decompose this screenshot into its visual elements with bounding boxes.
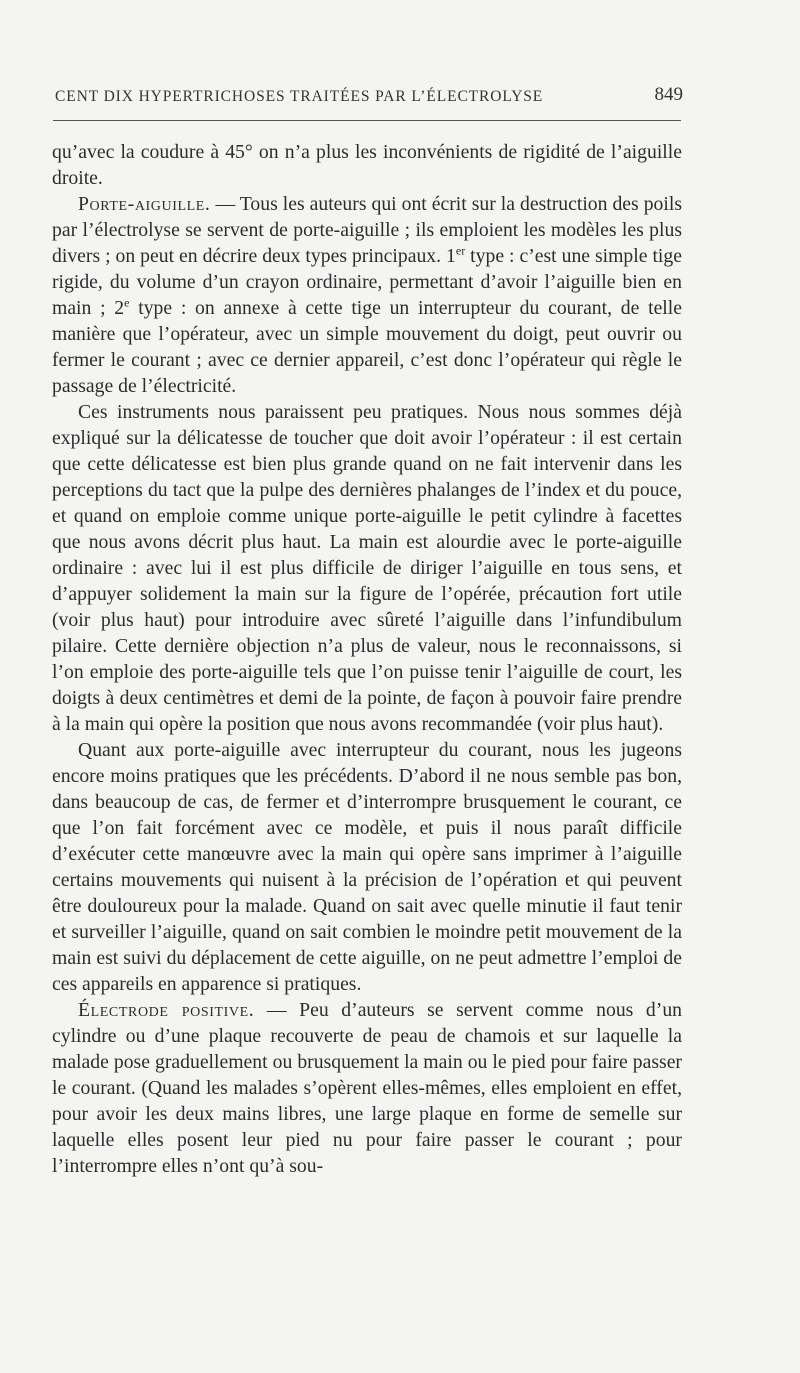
paragraph-5-text: — Peu d’auteurs se servent comme nous d’un cylindre ou d’une plaque recouverte de peau de chamois et sur laquelle la malade pose graduellement ou brusquement la main ou le pied pour faire passer le courant. (Quand les malades s’opèrent elles-mêmes, elles emploient en effet, pour avoir les deux mains libres, une large plaque en forme de semelle sur laquelle elles posent leur pied nu pour faire passer le courant ; pour l’interrompre elles n’ont qu’à sou- bbox=[52, 999, 683, 1177]
header-rule bbox=[53, 120, 681, 121]
body-text bbox=[52, 139, 682, 1179]
paragraph-4: Quant aux porte-aiguille avec interrupteur du courant, nous les jugeons encore moins pratiques que les précédents. D’abord il ne nous semble pas bon, dans beaucoup de cas, de fermer et d’interrompre brusquement le courant, ce que l’on fait forcément avec ce modèle, et puis il nous paraît difficile d’exécuter cette manœuvre avec la main qui opère sans imprimer à l’aiguille certains mouvements qui nuisent à la précision de l’opération et qui peuvent être douloureux pour la malade. Quand on sait avec quelle minutie il faut tenir et surveiller l’aiguille, quand on sait combien le moindre petit mouvement de la main est suivi du déplacement de cette aiguille, on ne peut admettre l’emploi de ces appareils en apparence si pratiques. bbox=[52, 739, 682, 995]
running-head bbox=[55, 84, 683, 114]
page-number: 849 bbox=[654, 84, 683, 105]
ordinal-sup-2: e bbox=[124, 295, 130, 310]
paragraph-1: qu’avec la coudure à 45° on n’a plus les inconvénients de rigidité de l’aiguille droite. bbox=[52, 141, 682, 189]
paragraph-3: Ces instruments nous paraissent peu pratiques. Nous nous sommes déjà expliqué sur la délicatesse de toucher que doit avoir l’opérateur : il est certain que cette délicatesse est bien plus grande quand on ne fait intervenir dans les perceptions du tact que la pulpe des dernières phalanges de l’index et du pouce, et quand on emploie comme unique porte-aiguille le petit cylindre à facettes que nous avons décrit plus haut. La main est alourdie avec le porte-aiguille ordinaire : avec lui il est plus difficile de diriger l’aiguille en tous sens, et d’appuyer solidement la main sur la figure de l’opérée, précaution fort utile (voir plus haut) pour introduire avec sûreté l’aiguille dans l’infundibulum pilaire. Cette dernière objection n’a plus de valeur, nous le reconnaissons, si l’on emploie des porte-aiguille tels que l’on puisse tenir l’aiguille de court, les doigts à deux centimètres et demi de la pointe, de façon à pouvoir faire prendre à la main qui opère la position que nous avons recommandée (voir plus haut). bbox=[52, 401, 682, 735]
paragraph-2-text-b: type : c’est une simple tige rigide, du volume d’un crayon ordinaire, permettant d’avoir l’aiguille bien en main ; 2 bbox=[52, 245, 682, 319]
section-heading-porte-aiguille: Porte-aiguille. bbox=[78, 193, 211, 215]
ordinal-sup-1: er bbox=[455, 243, 466, 258]
paragraph-5 bbox=[52, 997, 682, 1179]
paragraph-2-text-a: — Tous les auteurs qui ont écrit sur la destruction des poils par l’électrolyse se servent de porte-aiguille ; ils emploient les modèles les plus divers ; on peut en décrire deux types principaux. 1 bbox=[52, 193, 682, 267]
running-title: CENT DIX HYPERTRICHOSES TRAITÉES PAR L’ÉLECTROLYSE bbox=[55, 88, 544, 105]
paragraph-2-text-c: type : on annexe à cette tige un interrupteur du courant, de telle manière que l’opérateur, avec un simple mouvement du doigt, peut ouvrir ou fermer le courant ; avec ce dernier appareil, c’est donc l’opérateur qui règle le passage de l’électricité. bbox=[52, 297, 682, 397]
section-heading-electrode-positive: Électrode positive. bbox=[78, 999, 255, 1021]
paragraph-2 bbox=[52, 191, 682, 399]
